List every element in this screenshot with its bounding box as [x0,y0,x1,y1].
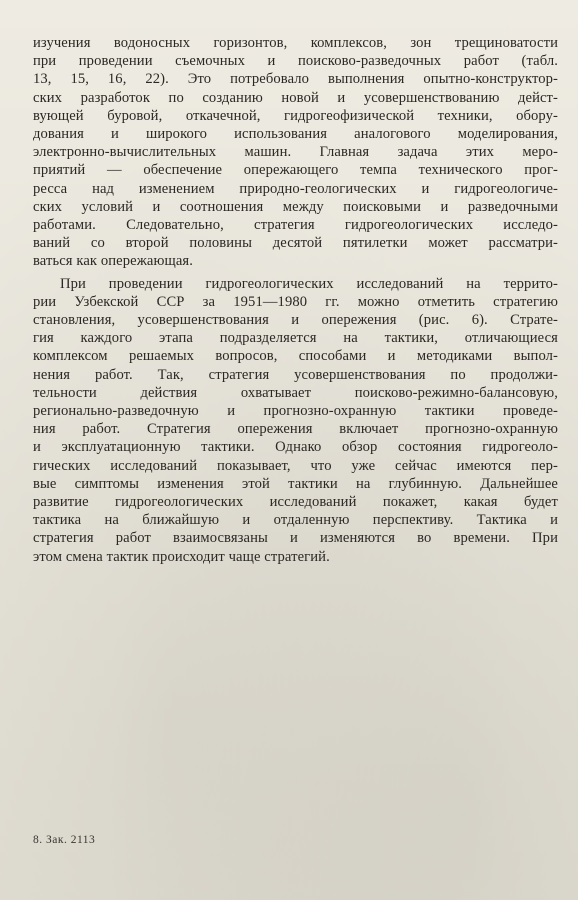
paragraph-2 [33,275,558,566]
text-line: ваться как опережающая. [33,253,193,270]
text-line: гических исследований показывает, что уже сейчас имеются пер- [33,457,558,474]
text-line: становления, усовершенствования и опережения (рис. 6). Страте- [33,312,558,329]
text-line: изучения водоносных горизонтов, комплексов, зон трещиноватости [33,35,558,51]
text-line: ских разработок по созданию новой и усовершенствованию дейст- [33,89,558,106]
text-line: при проведении съемочных и поисково-разведочных работ (табл. [33,53,558,70]
paragraph-1 [33,34,558,271]
text-line: комплексом решаемых вопросов, способами и методиками выпол- [33,348,558,365]
text-line: стратегия работ взаимосвязаны и изменяются во времени. При [33,530,558,547]
text-line: вые симптомы изменения этой тактики на глубинную. Дальнейшее [33,475,558,492]
text-line: рии Узбекской ССР за 1951—1980 гг. можно отметить стратегию [33,293,558,310]
text-line: гия каждого этапа подразделяется на тактики, отличающиеся [33,330,558,347]
text-line: ния работ. Стратегия опережения включает прогнозно-охранную [33,421,558,438]
body-text [33,34,558,566]
text-line: этом смена тактик происходит чаще стратегий. [33,548,330,565]
text-line: развитие гидрогеологических исследований покажет, какая будет [33,494,558,511]
text-line: электронно-вычислительных машин. Главная задача этих меро- [33,144,558,161]
text-line: работами. Следовательно, стратегия гидрогеологических исследо- [33,217,558,234]
printer-signature: 8. Зак. 2113 [33,834,96,846]
text-line: вующей буровой, откачечной, гидрогеофизической техники, обору- [33,107,558,124]
text-line: При проведении гидрогеологических исследований на террито- [60,275,558,292]
text-line: и эксплуатационную тактики. Однако обзор состояния гидрогеоло- [33,439,558,456]
text-line: дования и широкого использования аналогового моделирования, [33,126,558,143]
text-line: ваний со второй половины десятой пятилетки может рассматри- [33,235,558,252]
text-line: приятий — обеспечение опережающего темпа технического прог- [33,162,558,179]
text-line: тактика на ближайшую и отдаленную перспективу. Тактика и [33,512,558,529]
text-line: нения работ. Так, стратегия усовершенствования по продолжи- [33,366,558,383]
text-line: тельности действия охватывает поисково-режимно-балансовую, [33,384,558,401]
text-line: ресса над изменением природно-геологических и гидрогеологиче- [33,180,558,197]
text-line: регионально-разведочную и прогнозно-охранную тактики проведе- [33,403,558,420]
text-line: ских условий и соотношения между поисковыми и разведочными [33,198,558,215]
text-line: 13, 15, 16, 22). Это потребовало выполнения опытно-конструктор- [33,71,558,88]
